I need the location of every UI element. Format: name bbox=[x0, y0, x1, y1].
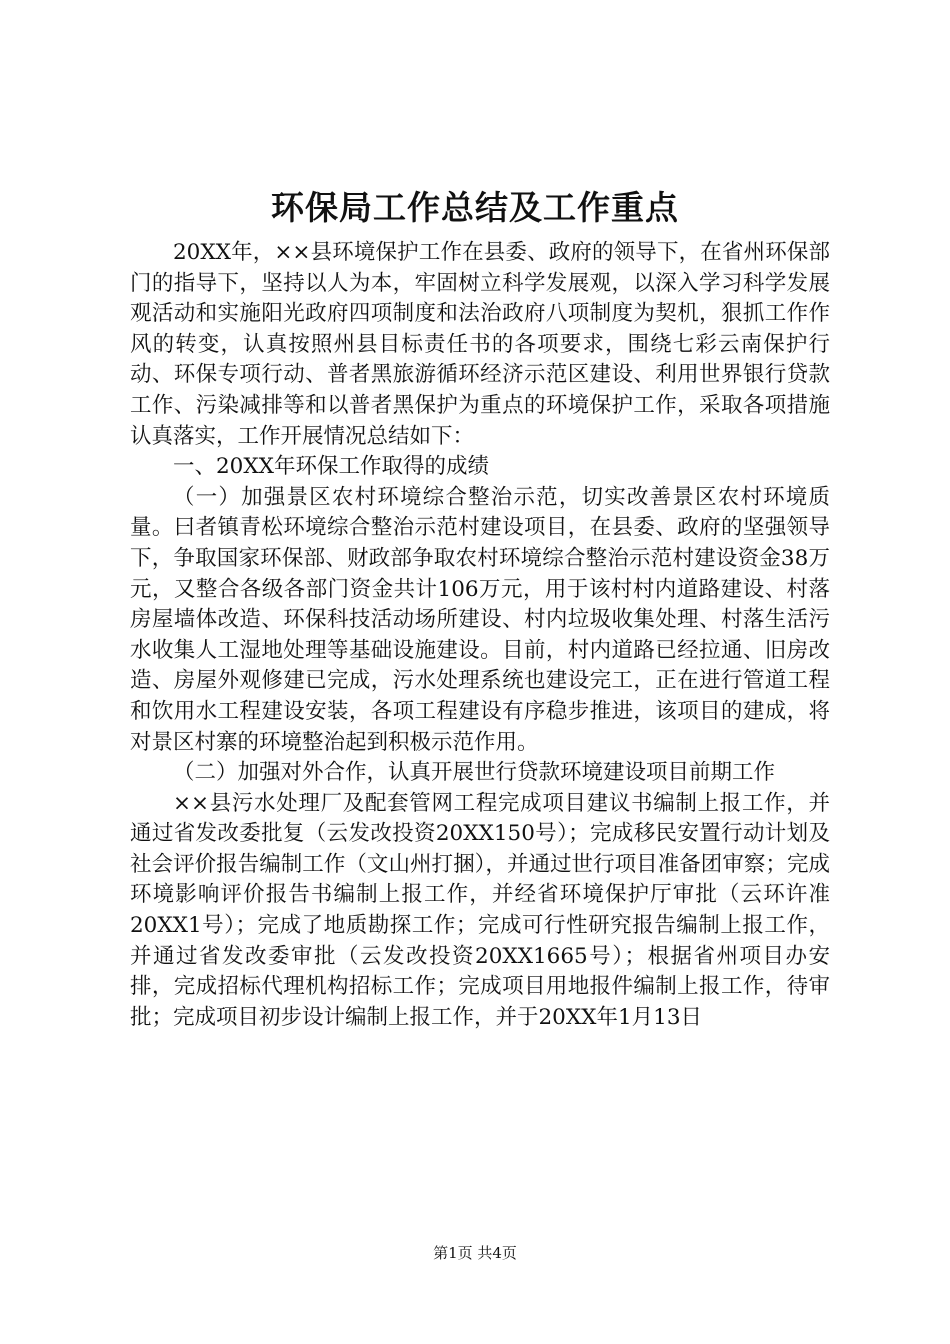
paragraph-cooperation-heading: （二）加强对外合作，认真开展世行贷款环境建设项目前期工作 bbox=[173, 760, 776, 786]
paragraph-intro: 20XX年，××县环境保护工作在县委、政府的领导下，在省州环保部门的指导下，坚持以人为本，牢固树立科学发展观，以深入学习科学发展观活动和实施阳光政府四项制度和法治政府八项制度为契机，狠抓工作作风的转变，认真按照州县目标责任书的各项要求，围绕七彩云南保护行动、环保专项行动、普者黑旅游循环经济示范区建设、利用世界银行贷款工作、污染减排等和以普者黑保护为重点的环境保护工作，采取各项措施认真落实，工作开展情况总结如下： bbox=[130, 240, 830, 449]
document-title: 环保局工作总结及工作重点 bbox=[271, 188, 679, 227]
section-heading-achievements: 一、20XX年环保工作取得的成绩 bbox=[173, 454, 489, 480]
document-body bbox=[130, 238, 830, 1033]
paragraph-sewage-project: ××县污水处理厂及配套管网工程完成项目建议书编制上报工作，并通过省发改委批复（云发改投资20XX150号）；完成移民安置行动计划及社会评价报告编制工作（文山州打捆），并通过世行项目准备团审察；完成环境影响评价报告书编制上报工作，并经省环境保护厅审批（云环许准20XX1号）；完成了地质勘探工作；完成可行性研究报告编制上报工作，并通过省发改委审批（云发改投资20XX1665号）；根据省州项目办安排，完成招标代理机构招标工作；完成项目用地报件编制上报工作，待审批；完成项目初步设计编制上报工作，并于20XX年1月13日 bbox=[130, 790, 830, 1030]
page-footer: 第1页 共4页 bbox=[433, 1244, 517, 1262]
paragraph-rural-environment: （一）加强景区农村环境综合整治示范，切实改善景区农村环境质量。曰者镇青松环境综合整治示范村建设项目，在县委、政府的坚强领导下，争取国家环保部、财政部争取农村环境综合整治示范村建设资金38万元，又整合各级各部门资金共计106万元，用于该村村内道路建设、村落房屋墙体改造、环保科技活动场所建设、村内垃圾收集处理、村落生活污水收集人工湿地处理等基础设施建设。目前，村内道路已经拉通、旧房改造、房屋外观修建已完成，污水处理系统也建设完工，正在进行管道工程和饮用水工程建设安装，各项工程建设有序稳步推进，该项目的建成，将对景区村寨的环境整治起到积极示范作用。 bbox=[130, 484, 830, 755]
